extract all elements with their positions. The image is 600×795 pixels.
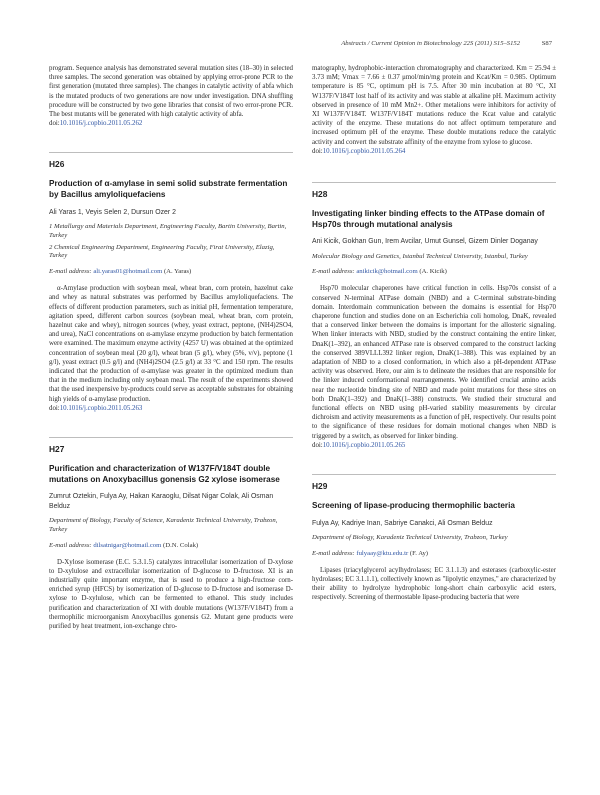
abstract-title: Purification and characterization of W137F/V184T double mutations on Anoxybacillus gonensis G2 xylose isomerase — [49, 464, 280, 484]
journal-citation: Abstracts / Current Opinion in Biotechnology 22S (2011) S15–S152 — [341, 40, 520, 47]
doi-prefix: doi: — [312, 441, 323, 449]
email-link[interactable]: anikicik@hotmail.com — [356, 268, 418, 276]
page-number: S87 — [541, 40, 552, 47]
email-label: E-mail address: — [312, 268, 355, 276]
email-label: E-mail address: — [49, 268, 92, 276]
doi-link[interactable]: 10.1016/j.copbio.2011.05.262 — [59, 120, 143, 128]
doi-prefix: doi: — [312, 147, 323, 155]
doi-line — [312, 147, 556, 156]
affiliation: Department of Biology, Karadeniz Technical University, Trabzon, Turkey — [312, 534, 508, 542]
email-link[interactable]: dilsatnigar@hotmail.com — [93, 541, 162, 549]
doi-prefix: doi: — [49, 404, 60, 412]
abstract-id: H27 — [49, 437, 293, 454]
email-label: E-mail address: — [312, 549, 355, 557]
continued-abstract-text: matography, hydrophobic-interaction chromatography and characterized. Km = 25.94 ± 3.73 mM; Vmax = 7.66 ± 0.37 μmol/min/mg protein and Kcat/Km = 0.985. Optimum temperature is 85 °C, optimum pH is 7.5. After 30 min incubation at 80 °C, XI W137F/V184T lost half of its activity and was stable at alkaline pH. Maximum activity observed in presence of 10 mM Mn2+. Other metalions were inhibitors for activity of XI W137F/V184T. W137F/V184T mutations reduce the Kcat value and catalytic activity of the enzyme. These mutations do not affect optimum temperature and increased optimum pH of the enzyme. These double mutations reduce the catalytic activity and convert the substrate affinity of the enzyme from xylose to glucose. — [312, 65, 556, 146]
doi-prefix: doi: — [49, 120, 60, 128]
doi-link[interactable]: 10.1016/j.copbio.2011.05.263 — [59, 404, 143, 412]
doi-link[interactable]: 10.1016/j.copbio.2011.05.265 — [322, 441, 406, 449]
continued-abstract-text: program. Sequence analysis has demonstrated several mutation sites (18–30) in selected three samples. The second generation was obtained by applying error-prone PCR to the first generation (mutated three samples). The changes in catalytic activity of abfa which is the mutated products of two generations are now under investigation. DNA shuffling procedure will be constructed by two gene libraries that consist of two error-prone PCR. The best mutants will be generated with high catalytic activity of abfa. — [49, 65, 293, 119]
doi-link[interactable]: 10.1016/j.copbio.2011.05.264 — [322, 147, 406, 155]
email-owner: (A. Yaras) — [163, 268, 192, 276]
running-header — [48, 40, 552, 52]
abstract-title: Screening of lipase-producing thermophilic bacteria — [312, 501, 515, 511]
affiliation: Molecular Biology and Genetics, Istanbul Technical University, Istanbul, Turkey — [312, 252, 528, 260]
affiliation: Department of Biology, Faculty of Science, Karadeniz Technical University, Trabzon, Turkey — [49, 517, 278, 533]
email-owner: (F. Ay) — [409, 549, 429, 557]
author-list: Zumrut Oztekin, Fulya Ay, Hakan Karaoglu, Dilsat Nigar Colak, Ali Osman Belduz — [49, 493, 274, 510]
email-owner: (D.N. Colak) — [163, 541, 199, 549]
affiliation: 2 Chemical Engineering Department, Engineering Faculty, Firat University, Elazig, Turkey — [49, 243, 275, 260]
email-line — [312, 549, 556, 558]
doi-line — [49, 404, 293, 413]
email-link[interactable]: ali.yaras01@hotmail.com — [93, 268, 163, 276]
author-list: Ani Kicik, Gokhan Gun, Irem Avcilar, Umut Gunsel, Gizem Dinler Doganay — [312, 238, 538, 246]
email-label: E-mail address: — [49, 541, 92, 549]
email-line — [312, 267, 556, 276]
doi-line — [312, 441, 556, 450]
author-list: Fulya Ay, Kadriye Inan, Sabriye Canakci, Ali Osman Belduz — [312, 519, 493, 527]
email-link[interactable]: fulyaay@ktu.edu.tr — [356, 549, 409, 557]
email-line — [49, 267, 293, 276]
abstract-id: H29 — [312, 474, 556, 491]
abstract-title: Investigating linker binding effects to the ATPase domain of Hsp70s through mutational analysis — [312, 209, 545, 229]
abstract-id: H28 — [312, 182, 556, 199]
doi-line — [49, 119, 293, 128]
email-line — [49, 541, 293, 550]
affiliation: 1 Metallurgy and Materials Department, Engineering Faculty, Bartin University, Bartin, Turkey — [49, 223, 287, 239]
left-column — [49, 64, 293, 631]
abstract-body: α-Amylase production with soybean meal, wheat bran, corn protein, hazelnut cake and whey as natural substrates was performed by Bacillus amyloliquefaciens. The effects of different production parameters, such as initial pH, fermentation temperature, agitation speed, different carbon sources (soybean meal, wheat bran, corn protein, hazelnut cake and whey), nitrogen sources (whey, yeast extract, peptone, (NH4)2SO4, and urea), NaCl concentrations on α-amylase enzyme production by batch fermentation were examined. The maximum enzyme activity (4257 U) was obtained at the optimized concentration of soybean meal (20 g/l), wheat bran (5 g/l), whey (5%, v/v), peptone (1 g/l), yeast extract (0.5 g/l) and (NH4)2SO4 (2.5 g/l) at 33 °C and 150 rpm. The results indicated that the production of α-amylase was greater in the optimized medium than that in the medium including only soybean meal. The result of the experiments showed that the used inexpensive by-products could serve as acceptable substrates for obtaining high yields of α-amylase production. — [49, 285, 293, 403]
abstract-title: Production of α-amylase in semi solid substrate fermentation by Bacillus amyloliquefaciens — [49, 179, 288, 200]
email-owner: (A. Kicik) — [419, 268, 447, 276]
abstract-body: D-Xylose isomerase (E.C. 5.3.1.5) catalyzes intracellular isomerization of D-xylose to D-xylulose and extracellular isomerization of D-glucose to D-fructose. XI is an industrially quite important enzyme, that is used to produce a high-fructose corn-enriched syrup (HFCS) by isomerization of D-glucose to D-fructose and isomerase D-xylose to D-xylulose, which can be fermented to ethanol. This study includes purification and characterization of XI with double mutations (W137F/V184T) from a thermophilic microorganism Anoxybacillus gonensis G2. Mutant gene products were purified by heat treatment, ion-exchange chro- — [49, 558, 293, 631]
abstract-id: H26 — [49, 152, 293, 169]
abstract-body: Hsp70 molecular chaperones have critical function in cells. Hsp70s consist of a conserved N-terminal ATPase domain (NBD) and a C-terminal substrate-binding domain. Interdomain communication between the domains is essential for Hsp70 chaperone function and studies done on an Escherichia coli homolog, DnaK, revealed that a conserved linker between the domains is important for the allosteric signaling. When linker interacts with NBD, studied by the construct containing the entire linker, DnaK(1–392), an enhanced ATPase rate is observed compared to the construct lacking the conserved 389VLLL392 linker region, DnaK(1–388). This was explained by an adaptation of NBD to a closed conformation, in which also a pH-dependent ATPase activity was observed. Here, our aim is to delineate the residues that are responsible for the linker induced conformational rearrangements. We identified crucial amino acids near the nucleotide binding site of NBD and made point mutations for these sites on both DnaK(1–392) and DnaK(1–388) constructs. We studied their structural and functional effects on NBD using pH-varied stability measurements by circular dichroism and activity measurements as a function of pH, respectively. Our results point to the significance of these residues for domain motional changes when NBD is triggered by a switch, as observed for linker binding. — [312, 285, 556, 440]
author-list: Ali Yaras 1, Veyis Selen 2, Dursun Ozer 2 — [49, 208, 176, 216]
right-column — [312, 64, 556, 603]
abstract-body: Lipases (triacylglycerol acylhydrolases; EC 3.1.1.3) and esterases (carboxylic-ester hydrolases; EC 3.1.1.1), collectively known as "lipolytic enzymes," are characterized by their ability to hydrolyze hydrophobic long-short chain carboxylic acid esters, respectively. Screening of thermostable lipase-producing bacteria that were — [312, 566, 556, 602]
